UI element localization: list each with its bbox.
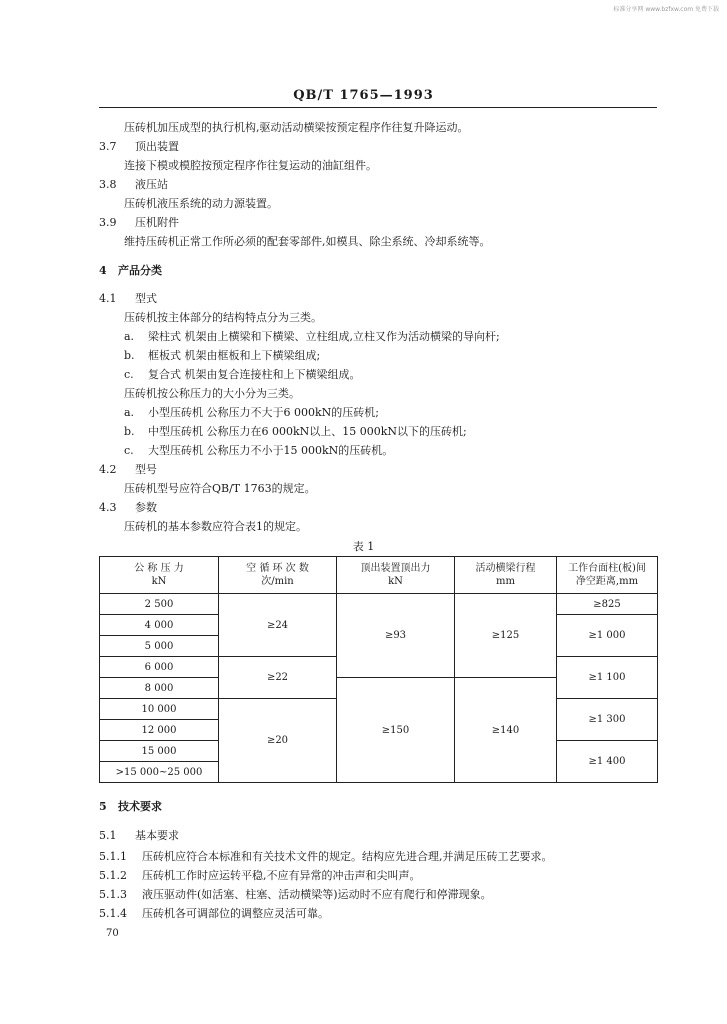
table-cell: ≥22: [219, 657, 337, 699]
clause-number: 5.1.1: [99, 850, 127, 863]
clause-text: 压砖机应符合本标准和有关技术文件的规定。结构应先进合理,并满足压砖工艺要求。: [142, 850, 553, 863]
table-cell: 12 000: [100, 720, 219, 741]
table-cell: ≥140: [455, 678, 557, 783]
clause-text: 液压驱动件(如活塞、柱塞、活动横梁等)运动时不应有爬行和停滞现象。: [142, 888, 492, 901]
list-item: 梁柱式 机架由上横梁和下横梁、立柱组成,立柱又作为活动横梁的导向杆;: [148, 330, 500, 343]
chapter-number: 5: [99, 800, 107, 813]
table-cell: 4 000: [100, 615, 219, 636]
table-cell: 2 500: [100, 594, 219, 615]
paragraph: 压砖机型号应符合QB/T 1763的规定。: [124, 482, 316, 495]
list-label: c.: [124, 444, 134, 457]
table-cell: ≥24: [219, 594, 337, 657]
header-rule: [99, 107, 657, 108]
table-header-cell: 活动横梁行程 mm: [455, 557, 557, 594]
list-item: 小型压砖机 公称压力不大于6 000kN的压砖机;: [148, 406, 379, 419]
table-cell: ≥20: [219, 699, 337, 783]
table-cell: 8 000: [100, 678, 219, 699]
section-number: 3.7: [99, 140, 117, 153]
section-number: 5.1: [99, 829, 117, 842]
section-title: 顶出装置: [135, 140, 179, 153]
section-number: 4.3: [99, 501, 117, 514]
section-title: 基本要求: [135, 829, 179, 842]
clause-number: 5.1.3: [99, 888, 127, 901]
list-item: 大型压砖机 公称压力不小于15 000kN的压砖机。: [148, 444, 394, 457]
table-cell: ≥150: [337, 678, 455, 783]
clause-number: 5.1.4: [99, 907, 127, 920]
table-cell: ≥125: [455, 594, 557, 678]
table-cell: ≥1 300: [557, 699, 658, 741]
table-cell: 15 000: [100, 741, 219, 762]
chapter-number: 4: [99, 264, 107, 277]
list-label: a.: [124, 330, 135, 343]
paragraph: 维持压砖机正常工作所必须的配套零部件,如模具、除尘系统、冷却系统等。: [124, 235, 491, 248]
table-cell: 5 000: [100, 636, 219, 657]
table-cell: ≥1 400: [557, 741, 658, 783]
list-item: 复合式 机架由复合连接柱和上下横梁组成。: [148, 368, 361, 381]
standard-header: QB/T 1765—1993: [293, 88, 434, 103]
page-number: 70: [106, 928, 119, 939]
watermark-text: 标准分享网 www.bzfxw.com 免费下载: [613, 6, 719, 13]
list-item: 框板式 机架由框板和上下横梁组成;: [148, 349, 321, 362]
list-label: b.: [124, 349, 135, 362]
paragraph: 压砖机加压成型的执行机构,驱动活动横梁按预定程序作往复升降运动。: [124, 121, 469, 134]
table-header-cell: 顶出装置顶出力 kN: [337, 557, 455, 594]
section-number: 4.2: [99, 463, 117, 476]
table-header-cell: 工作台面柱(板)间 净空距离,mm: [557, 557, 658, 594]
list-label: c.: [124, 368, 134, 381]
table-cell: 10 000: [100, 699, 219, 720]
section-title: 压机附件: [135, 216, 179, 229]
paragraph: 压砖机的基本参数应符合表1的规定。: [124, 520, 307, 533]
clause-number: 5.1.2: [99, 869, 127, 882]
paragraph: 连接下模或模腔按预定程序作往复运动的油缸组件。: [124, 159, 377, 172]
parameter-table: [99, 556, 658, 783]
list-item: 中型压砖机 公称压力在6 000kN以上、15 000kN以下的压砖机;: [148, 425, 467, 438]
paragraph: 压砖机液压系统的动力源装置。: [124, 197, 278, 210]
list-label: a.: [124, 406, 135, 419]
section-title: 液压站: [135, 178, 168, 191]
table-caption: 表 1: [352, 540, 375, 553]
table-cell: 6 000: [100, 657, 219, 678]
table-header-cell: 公 称 压 力 kN: [100, 557, 219, 594]
section-number: 3.8: [99, 178, 117, 191]
clause-text: 压砖机工作时应运转平稳,不应有异常的冲击声和尖叫声。: [142, 869, 421, 882]
table-row: [100, 594, 658, 615]
table-cell: >15 000~25 000: [100, 762, 219, 783]
section-title: 型式: [135, 292, 157, 305]
section-number: 4.1: [99, 292, 117, 305]
clause-text: 压砖机各可调部位的调整应灵活可靠。: [142, 907, 329, 920]
table-cell: ≥825: [557, 594, 658, 615]
section-title: 型号: [135, 463, 157, 476]
table-cell: ≥1 000: [557, 615, 658, 657]
chapter-title: 产品分类: [118, 264, 162, 277]
table-cell: ≥1 100: [557, 657, 658, 699]
paragraph: 压砖机按主体部分的结构特点分为三类。: [124, 311, 322, 324]
chapter-title: 技术要求: [118, 800, 162, 813]
paragraph: 压砖机按公称压力的大小分为三类。: [124, 387, 300, 400]
table-cell: ≥93: [337, 594, 455, 678]
table-header-row: [100, 557, 658, 594]
list-label: b.: [124, 425, 135, 438]
section-number: 3.9: [99, 216, 117, 229]
table-header-cell: 空 循 环 次 数 次/min: [219, 557, 337, 594]
section-title: 参数: [135, 501, 157, 514]
